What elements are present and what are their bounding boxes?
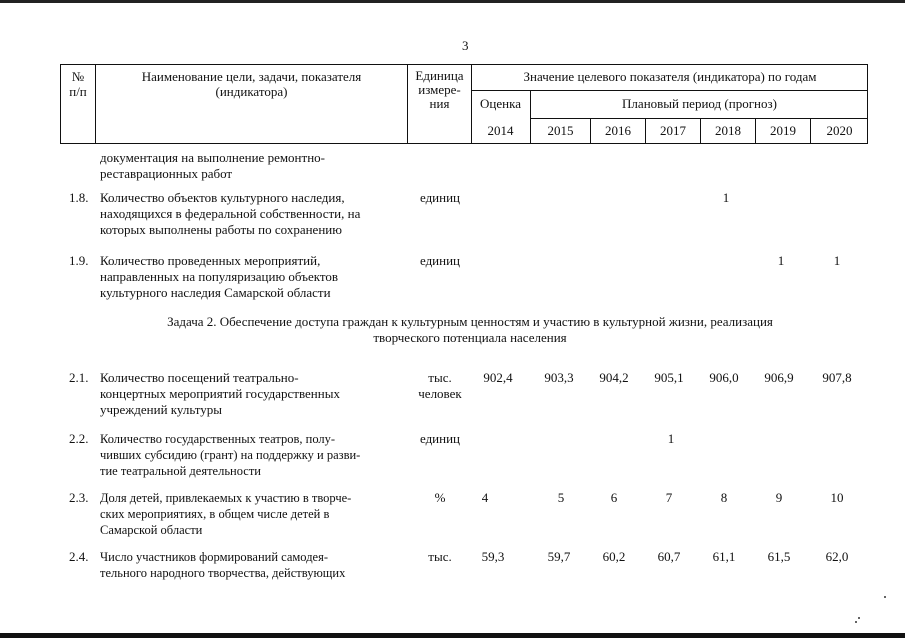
scan-speck (858, 617, 860, 619)
value-cell: 8 (720, 490, 728, 505)
indicator-name: Количество проведенных мероприятий, направленных на популяризацию объектов культурного наследия Самарской области (100, 253, 339, 300)
header-value-title: Значение целевого показателя (индикатора) по годам (523, 69, 817, 84)
row-number: 2.2. (69, 431, 89, 446)
value-cell: 59,3 (481, 549, 505, 564)
unit-cell: единиц (419, 190, 461, 205)
header-year: 2016 (605, 123, 631, 138)
value-cell: 60,7 (657, 549, 681, 564)
header-estimate: Оценка (480, 96, 521, 111)
header-year: 2018 (715, 123, 741, 138)
value-cell: 62,0 (825, 549, 849, 564)
task-heading: Задача 2. Обеспечение доступа граждан к культурным ценностям и участию в культурной жизни, реализация творческого потенциала населения (167, 314, 773, 345)
value-cell: 61,1 (712, 549, 736, 564)
row-number: 2.4. (69, 549, 89, 564)
indicator-name: Количество государственных театров, полу- чивших субсидию (грант) на поддержку и разви- тие театральной деятельности (100, 432, 361, 478)
value-cell: 61,5 (767, 549, 791, 564)
value-cell: 1 (777, 253, 785, 268)
value-cell: 7 (665, 490, 673, 505)
unit-cell: тыс. человек (418, 370, 462, 401)
indicator-name: Доля детей, привлекаемых к участию в творче- ских мероприятиях, в общем числе детей в Самарской области (100, 491, 352, 537)
value-cell: 907,8 (822, 370, 852, 385)
unit-cell: % (434, 490, 446, 505)
value-cell: 904,2 (599, 370, 629, 385)
value-cell: 903,3 (544, 370, 574, 385)
scan-speck (855, 621, 857, 623)
value-cell: 906,0 (709, 370, 739, 385)
value-cell: 59,7 (547, 549, 571, 564)
value-cell: 10 (830, 490, 844, 505)
value-cell: 9 (775, 490, 783, 505)
indicator-name: Количество объектов культурного наследия, находящихся в федеральной собственности, на которых выполнены работы по сохранению (100, 190, 361, 237)
header-num: № п/п (69, 69, 87, 99)
continuation-text: документация на выполнение ремонтно- реставрационных работ (100, 150, 325, 181)
row-number: 1.9. (69, 253, 89, 268)
value-cell: 6 (610, 490, 618, 505)
value-cell: 906,9 (764, 370, 794, 385)
value-cell: 1 (722, 190, 730, 205)
value-cell: 4 (481, 490, 489, 505)
value-cell: 905,1 (654, 370, 684, 385)
page-number: 3 (462, 38, 469, 53)
header-plan: Плановый период (прогноз) (622, 96, 777, 111)
row-number: 2.3. (69, 490, 89, 505)
scan-edge-bottom (0, 633, 905, 638)
header-year: 2014 (487, 123, 514, 138)
header-year: 2019 (770, 123, 796, 138)
indicator-name: Количество посещений театрально- концертных мероприятий государственных учреждений культуры (100, 370, 340, 417)
scan-edge-top (0, 0, 905, 3)
indicator-name: Число участников формирований самодея- тельного народного творчества, действующих (100, 550, 346, 580)
table-header (60, 64, 868, 144)
header-year: 2020 (826, 123, 853, 138)
header-name: Наименование цели, задачи, показателя (индикатора) (141, 69, 362, 99)
header-unit: Единица измере- ния (415, 68, 464, 111)
unit-cell: единиц (419, 431, 461, 446)
row-number: 1.8. (69, 190, 89, 205)
unit-cell: тыс. (428, 549, 452, 564)
value-cell: 60,2 (602, 549, 626, 564)
value-cell: 902,4 (483, 370, 513, 385)
value-cell: 1 (667, 431, 675, 446)
unit-cell: единиц (419, 253, 461, 268)
header-year: 2017 (660, 123, 686, 138)
row-number: 2.1. (69, 370, 89, 385)
header-year: 2015 (547, 123, 574, 138)
value-cell: 1 (833, 253, 841, 268)
scan-speck (884, 596, 886, 598)
value-cell: 5 (557, 490, 565, 505)
